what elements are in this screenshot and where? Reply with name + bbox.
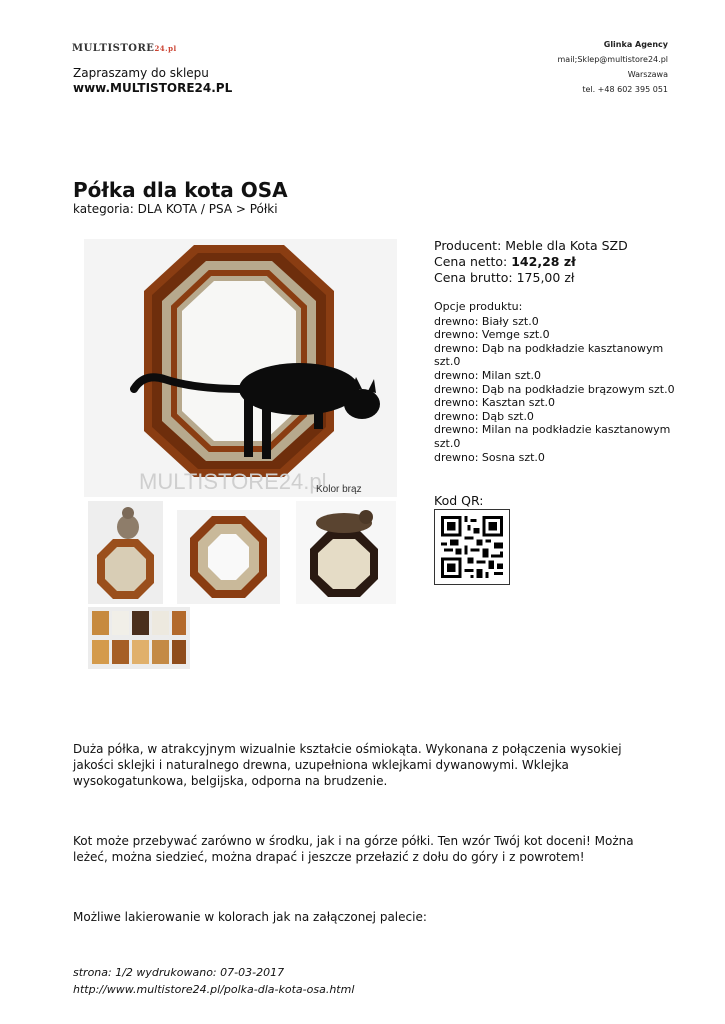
image-caption: Kolor brąz <box>316 484 362 495</box>
site-url[interactable]: www.MULTISTORE24.PL <box>73 81 233 95</box>
product-info <box>434 238 628 286</box>
store-logo <box>72 43 177 54</box>
option-item: drewno: Dąb na podkładzie kasztanowym szt.0 <box>434 341 664 369</box>
description-paragraph-2: Kot może przebywać zarówno w środku, jak i na górze półki. Ten wzór Twój kot doceni! Można leżeć, można siedzieć, można drapać i jeszcze przełazić z dołu do góry i z powrotem! <box>73 834 634 864</box>
color-palette-thumbnail[interactable] <box>88 607 190 669</box>
agency-name: Glinka Agency <box>603 40 668 49</box>
thumbnail-2[interactable] <box>177 510 280 604</box>
agency-city: Warszawa <box>627 70 668 79</box>
thumbnail-3[interactable] <box>296 501 396 604</box>
option-item: drewno: Sosna szt.0 <box>434 450 545 464</box>
welcome-line: Zapraszamy do sklepu <box>73 66 209 80</box>
option-item: drewno: Vemge szt.0 <box>434 328 550 342</box>
price-net <box>434 254 628 270</box>
qr-code-icon <box>435 510 509 584</box>
price-gross: Cena brutto: 175,00 zł <box>434 270 575 285</box>
option-item: drewno: Milan na podkładzie kasztanowym szt.0 <box>434 423 671 450</box>
option-item: drewno: Dąb szt.0 <box>434 409 534 423</box>
thumbnail-1[interactable] <box>88 501 163 604</box>
welcome-block <box>73 66 232 96</box>
product-category-breadcrumb[interactable]: kategoria: DLA KOTA / PSA > Półki <box>73 202 278 216</box>
octagon-shelf-with-cat-illustration <box>84 239 397 497</box>
logo-tld: 24.pl <box>154 44 177 53</box>
logo-text: MULTISTORE <box>72 43 155 54</box>
option-item: drewno: Kasztan szt.0 <box>434 396 556 410</box>
option-item: drewno: Dąb na podkładzie brązowym szt.0 <box>434 382 675 396</box>
thumbnail-3-illustration <box>296 501 396 604</box>
page-footer <box>73 964 354 998</box>
thumbnail-2-illustration <box>177 510 280 604</box>
main-product-image[interactable] <box>84 239 397 497</box>
qr-label: Kod QR: <box>434 493 484 508</box>
description-paragraph-1: Duża półka, w atrakcyjnym wizualnie kształcie ośmiokąta. Wykonana z połączenia wysokiej jakości sklejki i naturalnego drewna, uzupełniona wklejkami dywanowymi. Wklejka wysokogatunkowa, belgijska, odporna na brudzenie. <box>73 742 622 788</box>
description-paragraph-3: Możliwe lakierowanie w kolorach jak na załączonej palecie: <box>73 910 427 924</box>
option-item: drewno: Milan szt.0 <box>434 368 542 382</box>
product-options <box>434 300 684 464</box>
agency-contact <box>558 37 668 97</box>
footer-page-info: strona: 1/2 wydrukowano: 07-03-2017 <box>73 966 285 979</box>
price-net-label: Cena netto: <box>434 254 512 269</box>
color-swatches-illustration <box>88 607 190 669</box>
thumbnail-1-illustration <box>88 501 163 604</box>
producer: Producent: Meble dla Kota SZD <box>434 238 628 253</box>
agency-email[interactable]: mail;Sklep@multistore24.pl <box>557 55 668 64</box>
product-title: Półka dla kota OSA <box>73 178 288 202</box>
image-watermark: MULTISTORE24.pl <box>139 469 327 494</box>
agency-phone: tel. +48 602 395 051 <box>582 85 668 94</box>
options-heading: Opcje produktu: <box>434 300 523 313</box>
footer-url[interactable]: http://www.multistore24.pl/polka-dla-kota-osa.html <box>73 983 355 996</box>
price-net-value: 142,28 zł <box>511 254 576 269</box>
qr-code <box>434 509 510 585</box>
option-item: drewno: Biały szt.0 <box>434 314 539 328</box>
